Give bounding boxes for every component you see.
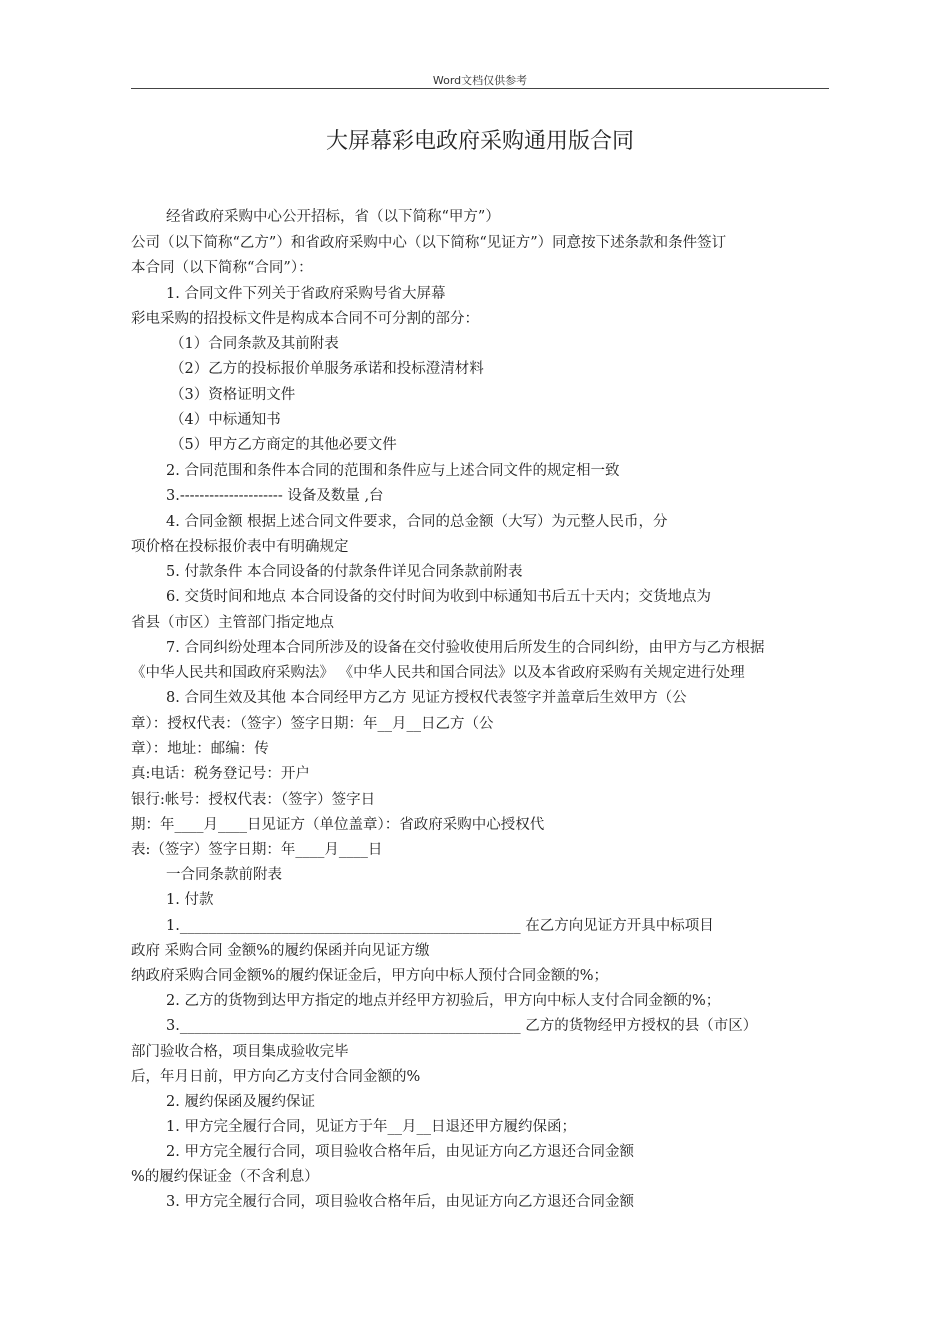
text-line: 公司（以下简称“乙方”）和省政府采购中心（以下简称“见证方”）同意按下述条款和条件签订 [131, 235, 727, 251]
text-line: 章）：地址：邮编：传 [131, 741, 269, 757]
text-line: 1. 付款 [166, 892, 214, 908]
text-line: 省县（市区）主管部门指定地点 [131, 615, 334, 631]
text-line: 1. 甲方完全履行合同，见证方于年__月__日退还甲方履约保函； [166, 1119, 576, 1135]
text-line: 银行:帐号：授权代表：（签字）签字日 [131, 792, 376, 808]
text-line: 本合同（以下简称“合同”）： [131, 260, 313, 276]
page-header: Word文档仅供参考 [432, 74, 528, 87]
text-line: 2. 履约保函及履约保证 [166, 1094, 315, 1110]
text-line: 7. 合同纠纷处理本合同所涉及的设备在交付验收使用后所发生的合同纠纷，由甲方与乙方根据 [166, 640, 765, 656]
text-line: 2. 甲方完全履行合同，项目验收合格年后，由见证方向乙方退还合同金额 [166, 1144, 634, 1160]
text-line: 3._______________________________________________ 乙方的货物经甲方授权的县（市区） [166, 1018, 758, 1034]
text-line: 政府 采购合同 金额%的履约保函并向见证方缴 [131, 943, 430, 959]
text-line: %的履约保证金（不含利息） [131, 1169, 319, 1185]
text-line: 1._______________________________________________ 在乙方向见证方开具中标项目 [166, 918, 714, 934]
text-line: 《中华人民共和国政府采购法》 《中华人民共和国合同法》以及本省政府采购有关规定进行处理 [131, 665, 745, 681]
document-title: 大屏幕彩电政府采购通用版合同 [325, 129, 634, 154]
text-line: 2. 合同范围和条件本合同的范围和条件应与上述合同文件的规定相一致 [166, 463, 620, 479]
text-line: 章）：授权代表：（签字）签字日期：年__月__日乙方（公 [131, 716, 494, 732]
text-line: 部门验收合格，项目集成验收完毕 [131, 1044, 349, 1060]
text-line: （4）中标通知书 [170, 412, 281, 428]
text-line: 后，年月日前，甲方向乙方支付合同金额的% [131, 1069, 421, 1085]
text-line: 3.--------------------- 设备及数量 ,台 [166, 488, 384, 504]
text-line: 5. 付款条件 本合同设备的付款条件详见合同条款前附表 [166, 564, 523, 580]
text-line: （1）合同条款及其前附表 [170, 336, 339, 352]
text-line: 经省政府采购中心公开招标，省（以下简称“甲方”） [166, 209, 500, 225]
text-line: 8. 合同生效及其他 本合同经甲方乙方 见证方授权代表签字并盖章后生效甲方（公 [166, 690, 687, 706]
text-line: 1. 合同文件下列关于省政府采购号省大屏幕 [166, 286, 446, 302]
text-line: 一合同条款前附表 [166, 867, 282, 883]
text-line: 3. 甲方完全履行合同，项目验收合格年后，由见证方向乙方退还合同金额 [166, 1194, 634, 1210]
text-line: 表:（签字）签字日期：年____月____日 [131, 842, 383, 858]
text-line: （5）甲方乙方商定的其他必要文件 [170, 437, 397, 453]
text-line: 彩电采购的招投标文件是构成本合同不可分割的部分： [131, 311, 479, 327]
text-line: 4. 合同金额 根据上述合同文件要求，合同的总金额（大写）为元整人民币，分 [166, 514, 668, 530]
header-rule [131, 88, 829, 89]
text-line: 6. 交货时间和地点 本合同设备的交付时间为收到中标通知书后五十天内；交货地点为 [166, 589, 712, 605]
text-line: 纳政府采购合同金额%的履约保证金后，甲方向中标人预付合同金额的%； [131, 968, 609, 984]
text-line: 2. 乙方的货物到达甲方指定的地点并经甲方初验后，甲方向中标人支付合同金额的%； [166, 993, 721, 1009]
text-line: （2）乙方的投标报价单服务承诺和投标澄清材料 [170, 361, 484, 377]
text-line: 期：年____月____日见证方（单位盖章）：省政府采购中心授权代 [131, 817, 545, 833]
text-line: 项价格在投标报价表中有明确规定 [131, 539, 349, 555]
text-line: （3）资格证明文件 [170, 387, 296, 403]
text-line: 真:电话：税务登记号：开户 [131, 766, 310, 782]
